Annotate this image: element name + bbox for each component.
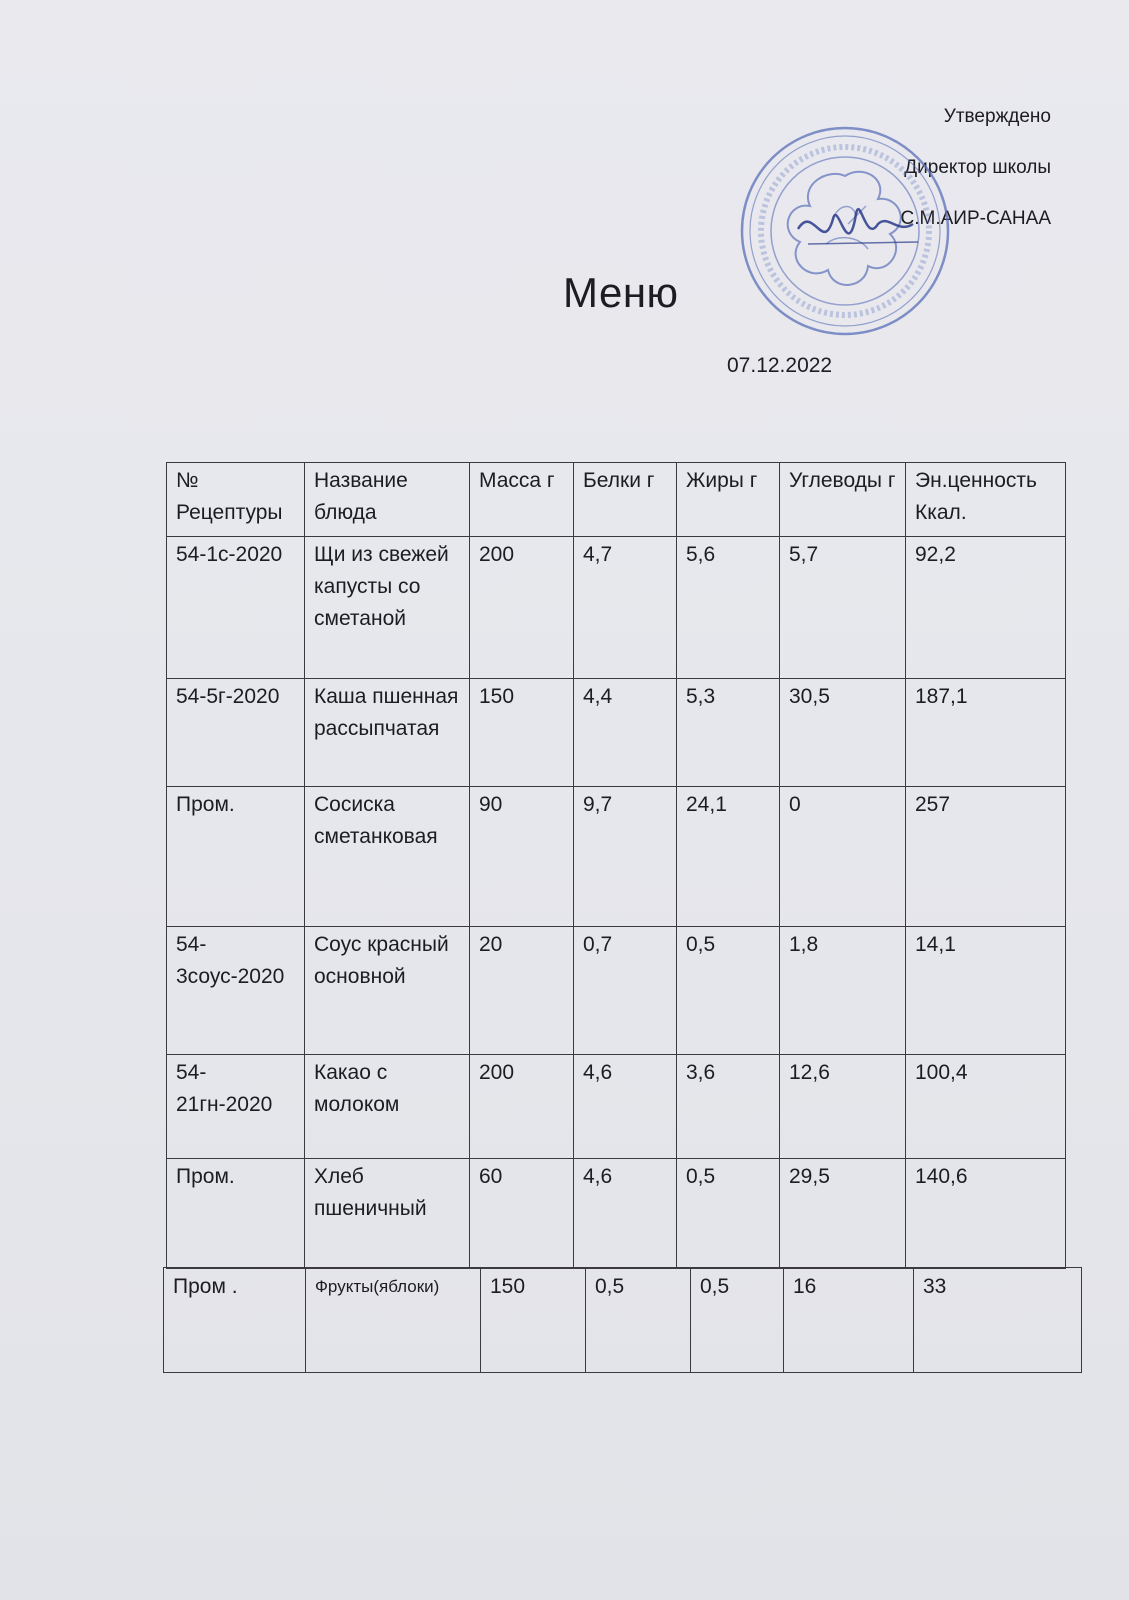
header-recipe: № Рецептуры xyxy=(167,463,305,537)
cell-energy: 33 xyxy=(914,1268,1082,1373)
cell-dish: Хлеб пшеничный xyxy=(305,1159,470,1269)
cell-protein: 0,5 xyxy=(586,1268,691,1373)
cell-recipe: 54-1с-2020 xyxy=(167,537,305,679)
table-row xyxy=(167,787,1066,927)
cell-fat: 3,6 xyxy=(677,1055,780,1159)
cell-fat: 0,5 xyxy=(691,1268,784,1373)
cell-recipe: Пром. xyxy=(167,1159,305,1269)
cell-carbs: 30,5 xyxy=(780,679,906,787)
approval-label: Утверждено xyxy=(943,106,1051,127)
cell-protein: 0,7 xyxy=(574,927,677,1055)
school-seal-stamp xyxy=(738,124,952,338)
table-row xyxy=(167,927,1066,1055)
table-row xyxy=(167,537,1066,679)
cell-recipe: 54-5г-2020 xyxy=(167,679,305,787)
cell-mass: 90 xyxy=(470,787,574,927)
cell-mass: 60 xyxy=(470,1159,574,1269)
cell-recipe: 54-3соус-2020 xyxy=(167,927,305,1055)
cell-dish: Щи из свежей капусты со сметаной xyxy=(305,537,470,679)
cell-energy: 14,1 xyxy=(906,927,1066,1055)
director-name: С.М.АИР-САНАА xyxy=(900,208,1051,229)
cell-carbs: 16 xyxy=(784,1268,914,1373)
cell-carbs: 0 xyxy=(780,787,906,927)
cell-fat: 5,3 xyxy=(677,679,780,787)
header-protein: Белки г xyxy=(574,463,677,537)
cell-fat: 0,5 xyxy=(677,1159,780,1269)
cell-carbs: 12,6 xyxy=(780,1055,906,1159)
table-row xyxy=(167,1055,1066,1159)
cell-dish: Каша пшенная рассыпчатая xyxy=(305,679,470,787)
cell-carbs: 1,8 xyxy=(780,927,906,1055)
table-header-row xyxy=(167,463,1066,537)
cell-dish: Фрукты(яблоки) xyxy=(306,1268,481,1373)
cell-fat: 0,5 xyxy=(677,927,780,1055)
cell-energy: 92,2 xyxy=(906,537,1066,679)
table-row xyxy=(164,1268,1082,1373)
header-carbs: Углеводы г xyxy=(780,463,906,537)
cell-protein: 4,7 xyxy=(574,537,677,679)
cell-fat: 5,6 xyxy=(677,537,780,679)
header-mass: Масса г xyxy=(470,463,574,537)
cell-energy: 257 xyxy=(906,787,1066,927)
cell-fat: 24,1 xyxy=(677,787,780,927)
cell-protein: 4,6 xyxy=(574,1159,677,1269)
cell-energy: 187,1 xyxy=(906,679,1066,787)
cell-dish: Соус красный основной xyxy=(305,927,470,1055)
cell-energy: 140,6 xyxy=(906,1159,1066,1269)
cell-protein: 9,7 xyxy=(574,787,677,927)
cell-protein: 4,6 xyxy=(574,1055,677,1159)
table-row xyxy=(167,1159,1066,1269)
cell-dish: Какао с молоком xyxy=(305,1055,470,1159)
menu-table xyxy=(166,462,1066,1269)
cell-carbs: 29,5 xyxy=(780,1159,906,1269)
header-dish: Название блюда xyxy=(305,463,470,537)
cell-recipe: Пром . xyxy=(164,1268,306,1373)
cell-recipe: Пром. xyxy=(167,787,305,927)
cell-mass: 150 xyxy=(481,1268,586,1373)
cell-mass: 150 xyxy=(470,679,574,787)
cell-protein: 4,4 xyxy=(574,679,677,787)
cell-recipe: 54-21гн-2020 xyxy=(167,1055,305,1159)
menu-table-extra xyxy=(163,1267,1082,1373)
menu-date: 07.12.2022 xyxy=(727,354,833,377)
header-energy: Эн.ценность Ккал. xyxy=(906,463,1066,537)
cell-dish: Сосиска сметанковая xyxy=(305,787,470,927)
cell-mass: 200 xyxy=(470,537,574,679)
cell-carbs: 5,7 xyxy=(780,537,906,679)
header-fat: Жиры г xyxy=(677,463,780,537)
cell-mass: 20 xyxy=(470,927,574,1055)
cell-mass: 200 xyxy=(470,1055,574,1159)
director-title: Директор школы xyxy=(904,157,1051,178)
cell-energy: 100,4 xyxy=(906,1055,1066,1159)
page-title: Меню xyxy=(563,269,679,316)
table-row xyxy=(167,679,1066,787)
